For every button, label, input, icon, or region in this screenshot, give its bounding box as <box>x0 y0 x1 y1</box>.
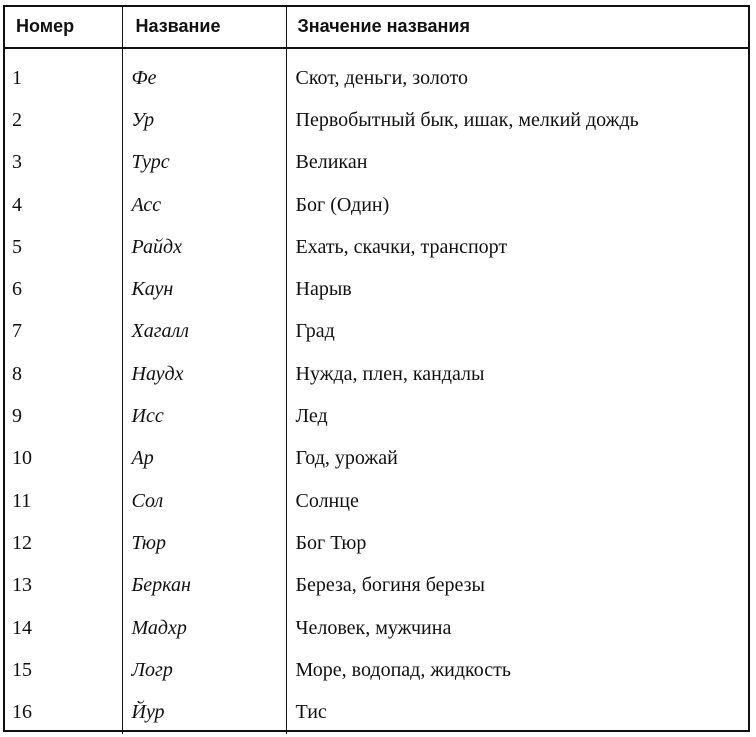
rune-name: Ар <box>122 438 286 480</box>
row-number: 10 <box>12 447 32 470</box>
table-row <box>3 311 750 353</box>
rune-meaning: Море, водопад, жидкость <box>286 649 750 691</box>
rune-name: Исс <box>122 395 286 437</box>
row-number: 15 <box>12 658 32 681</box>
header-number: Номер <box>3 5 122 48</box>
row-number: 8 <box>12 362 22 385</box>
runes-table <box>3 5 750 734</box>
rune-name: Каун <box>122 268 286 310</box>
rune-name: Сол <box>122 480 286 522</box>
table-row <box>3 142 750 184</box>
row-number: 4 <box>12 193 22 216</box>
table-row <box>3 184 750 226</box>
table-row <box>3 99 750 141</box>
row-number: 16 <box>12 701 32 724</box>
row-number: 14 <box>12 616 32 639</box>
table-row <box>3 565 750 607</box>
rune-name: Асс <box>122 184 286 226</box>
rune-name: Логр <box>122 649 286 691</box>
table-row <box>3 691 750 733</box>
row-number: 2 <box>12 108 22 131</box>
table-row <box>3 395 750 437</box>
rune-meaning: Год, урожай <box>286 438 750 480</box>
table-row <box>3 649 750 691</box>
rune-meaning: Бог Тюр <box>286 522 750 564</box>
rune-name: Мадхр <box>122 607 286 649</box>
rune-meaning: Бог (Один) <box>286 184 750 226</box>
row-number: 6 <box>12 278 22 301</box>
rune-name: Турс <box>122 142 286 184</box>
header-name: Название <box>122 5 286 48</box>
row-number: 7 <box>12 320 22 343</box>
table-row <box>3 353 750 395</box>
rune-meaning: Человек, мужчина <box>286 607 750 649</box>
header-row <box>3 5 750 48</box>
rune-meaning: Береза, богиня березы <box>286 565 750 607</box>
rune-name: Ур <box>122 99 286 141</box>
rune-meaning: Великан <box>286 142 750 184</box>
header-meaning: Значение названия <box>286 5 750 48</box>
table-row <box>3 268 750 310</box>
rune-meaning: Нарыв <box>286 268 750 310</box>
table-row <box>3 48 750 99</box>
rune-name: Тюр <box>122 522 286 564</box>
rune-name: Беркан <box>122 565 286 607</box>
rune-name: Йур <box>122 691 286 733</box>
row-number: 5 <box>12 235 22 258</box>
row-number: 3 <box>12 151 22 174</box>
rune-meaning: Нужда, плен, кандалы <box>286 353 750 395</box>
row-number: 13 <box>12 574 32 597</box>
table-row <box>3 480 750 522</box>
rune-meaning: Тис <box>286 691 750 733</box>
rune-meaning: Лед <box>286 395 750 437</box>
row-number: 9 <box>12 405 22 428</box>
table-row <box>3 522 750 564</box>
rune-meaning: Ехать, скачки, транспорт <box>286 226 750 268</box>
row-number: 11 <box>12 489 32 512</box>
table-row <box>3 438 750 480</box>
row-number: 1 <box>12 66 22 89</box>
rune-meaning: Град <box>286 311 750 353</box>
rune-name: Хагалл <box>122 311 286 353</box>
table-row <box>3 607 750 649</box>
row-number: 12 <box>12 531 32 554</box>
rune-name: Райдх <box>122 226 286 268</box>
table-row <box>3 226 750 268</box>
rune-meaning: Солнце <box>286 480 750 522</box>
rune-name: Наудх <box>122 353 286 395</box>
rune-name: Фе <box>122 48 286 99</box>
rune-meaning: Первобытный бык, ишак, мелкий дождь <box>286 99 750 141</box>
rune-meaning: Скот, деньги, золото <box>286 48 750 99</box>
